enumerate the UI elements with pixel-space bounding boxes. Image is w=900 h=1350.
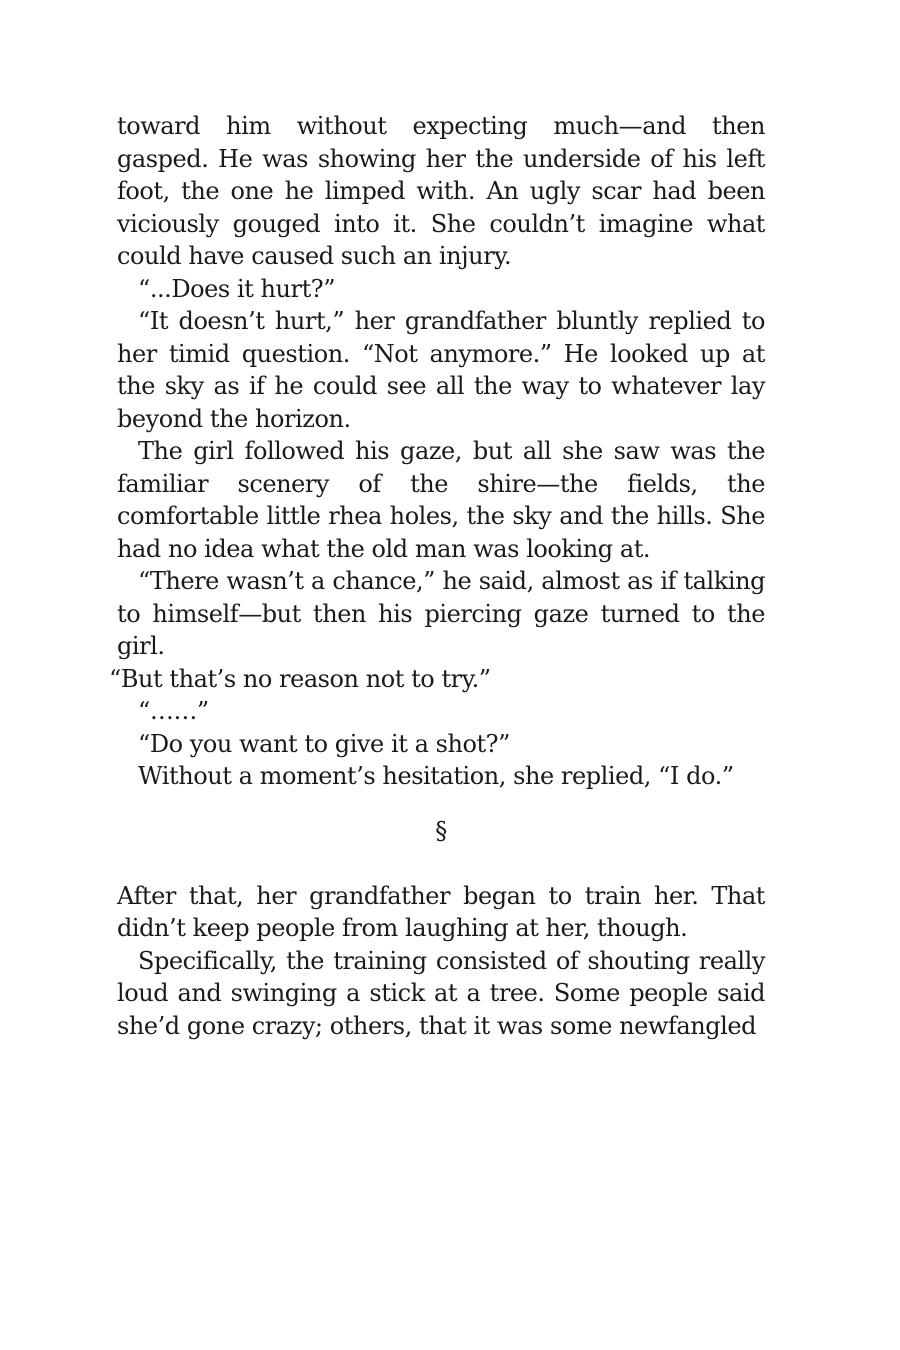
paragraph-11: Specifically, the training consisted of shouting really loud and swinging a stick at a tree. Some people said she’d gone crazy; others, that it was some newfangled: [117, 946, 765, 1040]
paragraph-8: “Do you want to give it a shot?”: [138, 729, 510, 758]
paragraph-7: “……”: [138, 697, 209, 725]
paragraph-9: Without a moment’s hesitation, she replied, “I do.”: [138, 762, 734, 790]
book-page: [109, 110, 765, 1042]
paragraph-3: “It doesn’t hurt,” her grandfather bluntly replied to her timid question. “Not anymore.” He looked up at the sky as if he could see all the way to whatever lay beyond the horizon.: [117, 307, 765, 433]
section-break-mark: §: [435, 816, 447, 845]
paragraph-10: After that, her grandfather began to train her. That didn’t keep people from laughing at her, though.: [117, 881, 765, 942]
paragraph-1: toward him without expecting much—and then gasped. He was showing her the underside of his left foot, the one he limped with. An ugly scar had been viciously gouged into it. She couldn’t imagine what could have caused such an injury.: [117, 112, 765, 270]
paragraph-2: “...Does it hurt?”: [138, 274, 336, 303]
paragraph-4: The girl followed his gaze, but all she saw was the familiar scenery of the shire—the fields, the comfortable little rhea holes, the sky and the hills. She had no idea what the old man was looking at.: [117, 437, 765, 563]
paragraph-6: “But that’s no reason not to try.”: [109, 664, 491, 693]
paragraph-5: “There wasn’t a chance,” he said, almost as if talking to himself—but then his piercing gaze turned to the girl.: [117, 567, 765, 660]
